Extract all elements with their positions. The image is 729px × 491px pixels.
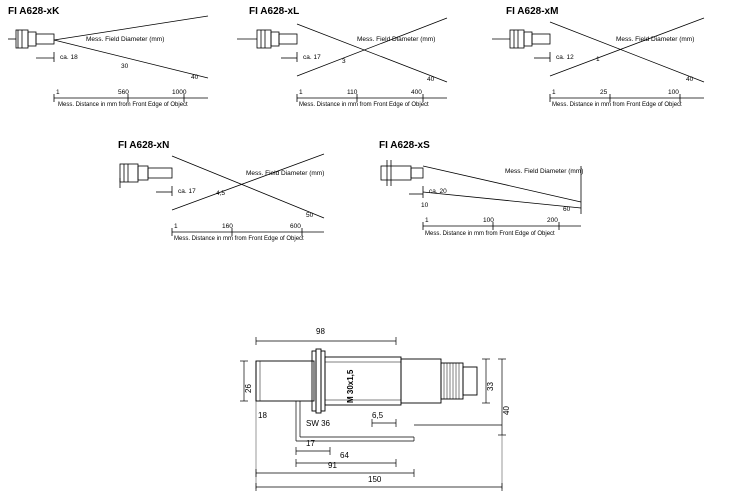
curve-label-l-1: 3 — [342, 58, 346, 65]
tick-label-s-3: 200 — [547, 217, 558, 224]
panel-n-graphics — [118, 140, 344, 250]
curve-label-k-2: 40 — [191, 74, 199, 81]
field-label-l: Mess. Field Diameter (mm) — [357, 36, 436, 43]
offset-label-m: ca. 12 — [556, 54, 574, 61]
curve-label-k-1: 30 — [121, 63, 129, 70]
dim-diameter-33: 33 — [486, 382, 495, 391]
curve-label-m-2: 40 — [686, 76, 694, 83]
dim-sw36: SW 36 — [306, 419, 331, 428]
offset-label-k: ca. 18 — [60, 54, 78, 61]
curve-label-l-2: 40 — [427, 76, 435, 83]
panel-title-n: FI A628-xN — [118, 140, 170, 151]
axis-caption-n: Mess. Distance in mm from Front Edge of Object — [174, 236, 304, 242]
dim-thread: M 30x1,5 — [346, 369, 355, 403]
dim-top-98: 98 — [316, 327, 325, 336]
sensor-dimensional-drawing — [200, 315, 550, 491]
field-label-k: Mess. Field Diameter (mm) — [86, 36, 165, 43]
tick-label-m-1: 1 — [552, 89, 556, 96]
curve-label-m-1: 1 — [596, 56, 600, 63]
dim-150: 150 — [368, 475, 382, 484]
tick-label-n-2: 160 — [222, 223, 233, 230]
field-label-n: Mess. Field Diameter (mm) — [246, 170, 325, 177]
offset-label-s: ca. 20 — [429, 188, 447, 195]
curve-label-s-1: 10 — [421, 202, 429, 209]
panel-m-graphics — [492, 6, 722, 116]
tick-label-s-2: 100 — [483, 217, 494, 224]
curve-label-s-2: 60 — [563, 206, 571, 213]
dim-91: 91 — [328, 461, 337, 470]
dim-17: 17 — [306, 439, 315, 448]
diagram-panel-l — [237, 6, 463, 116]
field-label-m: Mess. Field Diameter (mm) — [616, 36, 695, 43]
axis-caption-m: Mess. Distance in mm from Front Edge of Object — [552, 102, 682, 108]
dim-left-18: 18 — [258, 411, 267, 420]
panel-title-l: FI A628-xL — [249, 6, 300, 17]
dim-64: 64 — [340, 451, 349, 460]
tick-label-m-2: 25 — [600, 89, 608, 96]
axis-caption-s: Mess. Distance in mm from Front Edge of Object — [425, 231, 555, 237]
tick-label-k-2: 560 — [118, 89, 129, 96]
tick-label-k-1: 1 — [56, 89, 60, 96]
tick-label-n-3: 600 — [290, 223, 301, 230]
tick-label-m-3: 100 — [668, 89, 679, 96]
tick-label-k-3: 1000 — [172, 89, 187, 96]
tick-label-n-1: 1 — [174, 223, 178, 230]
curve-label-n-1: 4,5 — [216, 190, 226, 197]
panel-title-k: FI A628-xK — [8, 6, 60, 17]
diagram-panel-n — [118, 140, 344, 250]
curve-label-n-2: 50 — [306, 212, 314, 219]
offset-label-n: ca. 17 — [178, 188, 196, 195]
axis-caption-k: Mess. Distance in mm from Front Edge of Object — [58, 102, 188, 108]
tick-label-l-2: 110 — [347, 89, 358, 96]
field-label-s: Mess. Field Diameter (mm) — [505, 168, 584, 175]
dim-diameter-26: 26 — [244, 384, 253, 393]
panel-l-graphics — [237, 6, 463, 116]
axis-caption-l: Mess. Distance in mm from Front Edge of Object — [299, 102, 429, 108]
diagram-panel-m — [492, 6, 722, 116]
dim-height-40: 40 — [502, 406, 511, 415]
diagram-panel-k — [8, 6, 224, 116]
tick-label-l-1: 1 — [299, 89, 303, 96]
panel-title-m: FI A628-xM — [506, 6, 559, 17]
panel-k-graphics — [8, 6, 224, 116]
tick-label-l-3: 400 — [411, 89, 422, 96]
tick-label-s-1: 1 — [425, 217, 429, 224]
dim-6-5: 6,5 — [372, 411, 384, 420]
drawing-graphics — [200, 315, 550, 491]
panel-title-s: FI A628-xS — [379, 140, 430, 151]
diagram-panel-s — [375, 140, 601, 250]
offset-label-l: ca. 17 — [303, 54, 321, 61]
